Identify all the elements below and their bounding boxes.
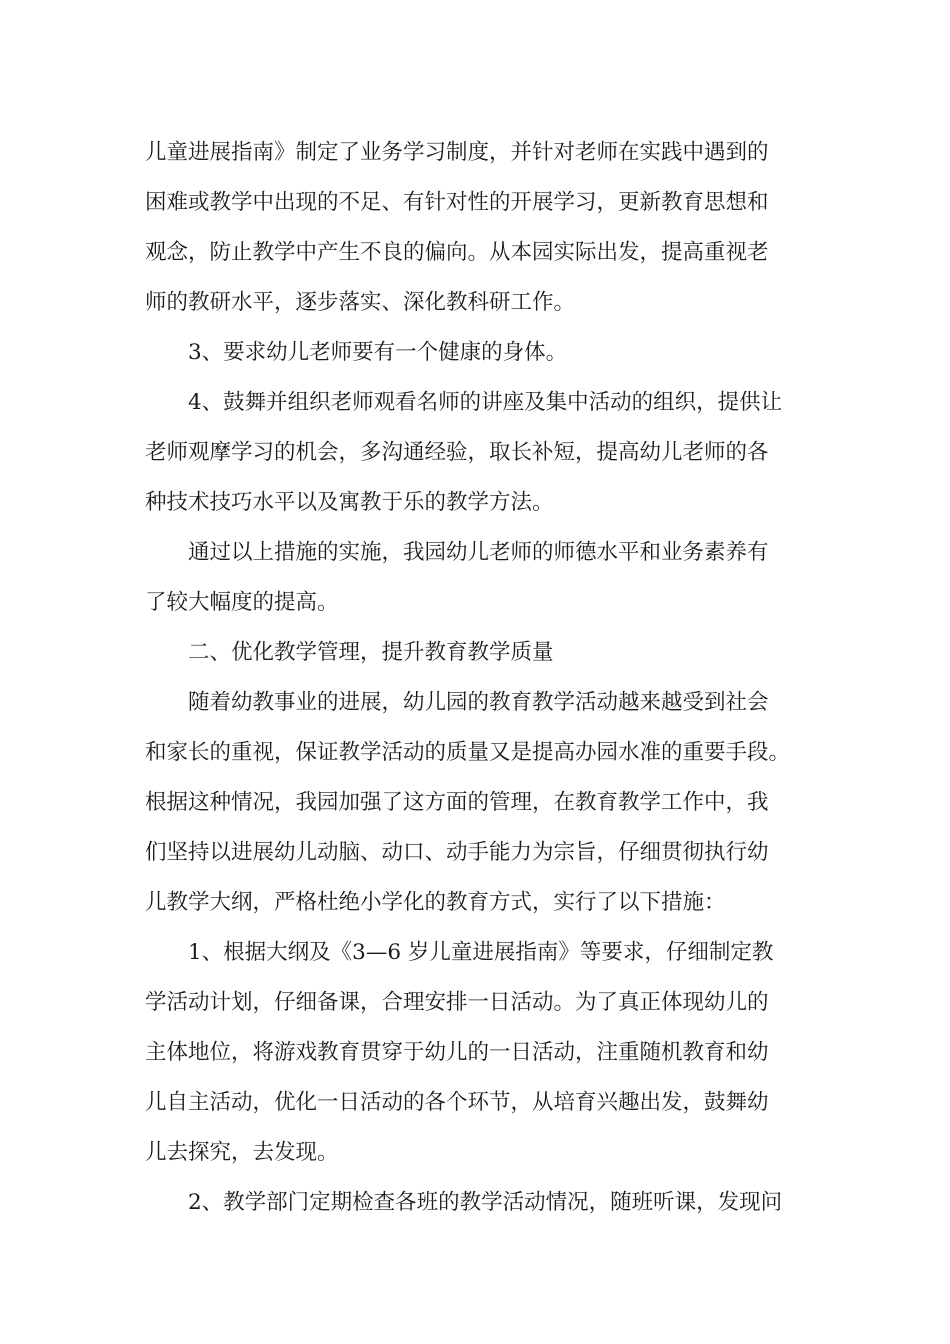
- section-heading: 二、优化教学管理，提升教育教学质量: [188, 640, 554, 665]
- text-line: 了较大幅度的提高。: [145, 590, 339, 615]
- text-line: 们坚持以进展幼儿动脑、动口、动手能力为宗旨，仔细贯彻执行幼: [145, 840, 769, 865]
- text-line: 种技术技巧水平以及寓教于乐的教学方法。: [145, 490, 554, 515]
- list-item-3: 3、要求幼儿老师要有一个健康的身体。: [188, 340, 568, 365]
- text-line: 老师观摩学习的机会，多沟通经验，取长补短，提高幼儿老师的各: [145, 440, 769, 465]
- document-body: [145, 128, 815, 1228]
- list-item-1: 1、根据大纲及《3—6 岁儿童进展指南》等要求，仔细制定教: [188, 940, 774, 965]
- text-line: 困难或教学中出现的不足、有针对性的开展学习，更新教育思想和: [145, 190, 769, 215]
- text-line: 儿自主活动，优化一日活动的各个环节，从培育兴趣出发，鼓舞幼: [145, 1090, 769, 1115]
- summary-paragraph: 通过以上措施的实施，我园幼儿老师的师德水平和业务素养有: [188, 540, 769, 565]
- text-line: 儿教学大纲，严格杜绝小学化的教育方式，实行了以下措施：: [145, 890, 726, 915]
- text-line: 儿去探究，去发现。: [145, 1140, 339, 1165]
- text-line: 观念，防止教学中产生不良的偏向。从本园实际出发，提高重视老: [145, 240, 769, 265]
- text-line: 主体地位，将游戏教育贯穿于幼儿的一日活动，注重随机教育和幼: [145, 1040, 769, 1065]
- paragraph-start: 随着幼教事业的进展，幼儿园的教育教学活动越来越受到社会: [188, 690, 769, 715]
- text-line: 学活动计划，仔细备课，合理安排一日活动。为了真正体现幼儿的: [145, 990, 769, 1015]
- list-item-2: 2、教学部门定期检查各班的教学活动情况，随班听课，发现问: [188, 1190, 783, 1215]
- text-line: 和家长的重视，保证教学活动的质量又是提高办园水准的重要手段。: [145, 740, 791, 765]
- text-line: 师的教研水平，逐步落实、深化教科研工作。: [145, 290, 576, 315]
- text-line: 儿童进展指南》制定了业务学习制度，并针对老师在实践中遇到的: [145, 140, 769, 165]
- list-item-4: 4、鼓舞并组织老师观看名师的讲座及集中活动的组织，提供让: [188, 390, 783, 415]
- text-line: 根据这种情况，我园加强了这方面的管理，在教育教学工作中，我: [145, 790, 769, 815]
